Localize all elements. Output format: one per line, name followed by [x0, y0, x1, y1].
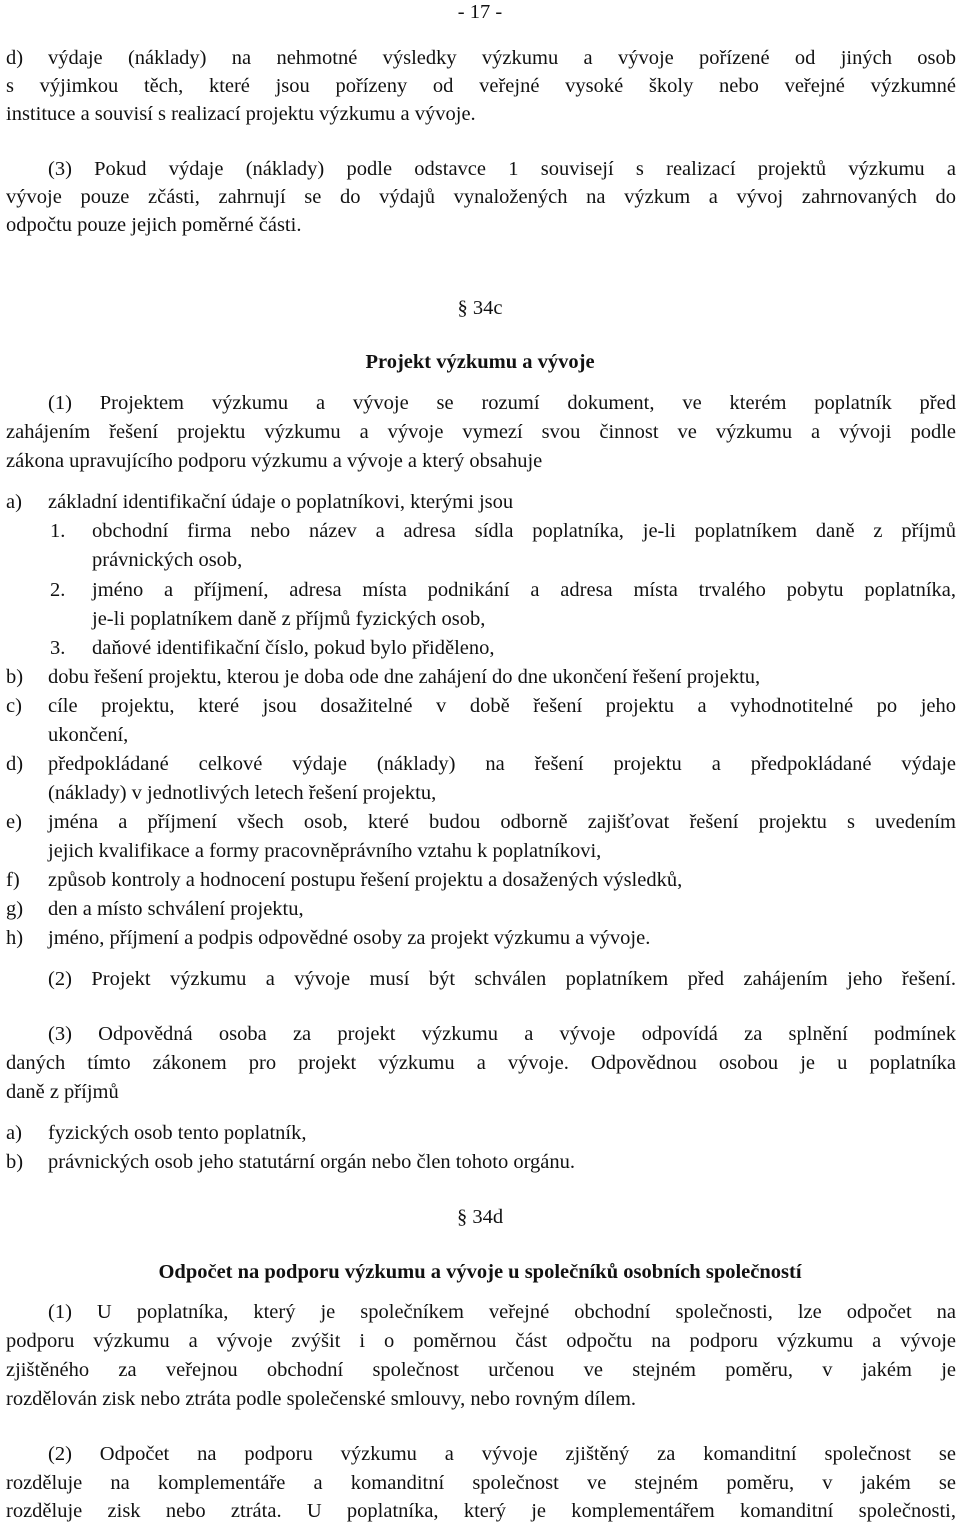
text-line: s výjimkou těch, které jsou pořízeny od veřejné vysoké školy nebo veřejné výzkumné	[6, 75, 956, 97]
list-item: daňové identifikační číslo, pokud bylo přiděleno,	[92, 637, 495, 659]
section-title: Projekt výzkumu a vývoje	[365, 351, 595, 373]
list-marker: f)	[6, 869, 20, 891]
paragraph-line: (3) Odpovědná osoba za projekt výzkumu a vývoje odpovídá za splnění podmínek	[48, 1023, 956, 1045]
list-marker: b)	[6, 666, 24, 688]
list-item: dobu řešení projektu, kterou je doba ode dne zahájení do dne ukončení řešení projektu,	[48, 666, 761, 688]
section-number: § 34c	[457, 297, 503, 319]
paragraph-line: daně z příjmů	[6, 1081, 119, 1103]
paragraph-line: podporu výzkumu a vývoje zvýšit i o poměrnou část odpočtu na podporu výzkumu a vývoje	[6, 1330, 956, 1352]
page-number: - 17 -	[457, 1, 503, 23]
list-marker: b)	[6, 1151, 24, 1173]
paragraph-line: (3) Pokud výdaje (náklady) podle odstavce 1 souvisejí s realizací projektů výzkumu a	[48, 158, 956, 180]
list-item: způsob kontroly a hodnocení postupu řešení projektu a dosažených výsledků,	[48, 869, 683, 891]
text-line: výdaje (náklady) na nehmotné výsledky výzkumu a vývoje pořízené od jiných osob	[48, 47, 956, 69]
list-item: (náklady) v jednotlivých letech řešení projektu,	[48, 782, 437, 804]
paragraph-line: (1) Projektem výzkumu a vývoje se rozumí dokument, ve kterém poplatník před	[48, 392, 956, 414]
paragraph-line: odpočtu pouze jejich poměrné části.	[6, 214, 302, 236]
list-marker: 1.	[50, 520, 66, 542]
list-marker: 3.	[50, 637, 66, 659]
list-item: obchodní firma nebo název a adresa sídla poplatníka, je-li poplatníkem daně z příjmů	[92, 520, 956, 542]
paragraph-line: (2) Projekt výzkumu a vývoje musí být schválen poplatníkem před zahájením jeho řešení.	[48, 968, 956, 990]
list-marker: c)	[6, 695, 22, 717]
list-marker: a)	[6, 1122, 22, 1144]
paragraph-line: daných tímto zákonem pro projekt výzkumu a vývoje. Odpovědnou osobou je u poplatníka	[6, 1052, 956, 1074]
section-title: Odpočet na podporu výzkumu a vývoje u společníků osobních společností	[158, 1261, 802, 1283]
paragraph-line: zákona upravujícího podporu výzkumu a vývoje a který obsahuje	[6, 450, 543, 472]
paragraph-line: (2) Odpočet na podporu výzkumu a vývoje zjištěný za komanditní společnost se	[48, 1443, 956, 1465]
paragraph-line: rozdělován zisk nebo ztráta podle společenské smlouvy, nebo rovným dílem.	[6, 1388, 637, 1410]
list-marker: g)	[6, 898, 24, 920]
paragraph-line: zahájením řešení projektu výzkumu a vývoje vymezí svou činnost ve výzkumu a vývoji podle	[6, 421, 956, 443]
list-item: den a místo schválení projektu,	[48, 898, 304, 920]
list-item: předpokládané celkové výdaje (náklady) na řešení projektu a předpokládané výdaje	[48, 753, 956, 775]
list-marker: e)	[6, 811, 22, 833]
list-marker: a)	[6, 491, 22, 513]
paragraph-line: zjištěného za veřejnou obchodní společnost určenou ve stejném poměru, v jakém je	[6, 1359, 956, 1381]
list-item: fyzických osob tento poplatník,	[48, 1122, 307, 1144]
list-item: ukončení,	[48, 724, 129, 746]
section-number: § 34d	[456, 1206, 504, 1228]
list-item: základní identifikační údaje o poplatníkovi, kterými jsou	[48, 491, 514, 513]
list-marker: h)	[6, 927, 24, 949]
list-item: jejich kvalifikace a formy pracovněprávního vztahu k poplatníkovi,	[48, 840, 602, 862]
list-marker: 2.	[50, 579, 66, 601]
list-item: právnických osob jeho statutární orgán nebo člen tohoto orgánu.	[48, 1151, 575, 1173]
list-item: jména a příjmení všech osob, které budou odborně zajišťovat řešení projektu s uvedením	[48, 811, 956, 833]
list-item: jméno, příjmení a podpis odpovědné osoby za projekt výzkumu a vývoje.	[48, 927, 651, 949]
paragraph-line: rozděluje zisk nebo ztráta. U poplatníka, který je komplementářem komanditní společnosti,	[6, 1500, 956, 1522]
list-item: právnických osob,	[92, 549, 243, 571]
text-line: instituce a souvisí s realizací projektu výzkumu a vývoje.	[6, 103, 476, 125]
paragraph-line: (1) U poplatníka, který je společníkem veřejné obchodní společnosti, lze odpočet na	[48, 1301, 956, 1323]
list-item: jméno a příjmení, adresa místa podnikání a adresa místa trvalého pobytu poplatníka,	[92, 579, 956, 601]
paragraph-line: vývoje pouze zčásti, zahrnují se do výdajů vynaložených na výzkum a vývoj zahrnovaných do	[6, 186, 956, 208]
list-marker: d)	[6, 753, 24, 775]
list-item: cíle projektu, které jsou dosažitelné v době řešení projektu a vyhodnotitelné po jeho	[48, 695, 956, 717]
list-item: je-li poplatníkem daně z příjmů fyzických osob,	[92, 608, 486, 630]
list-marker: d)	[6, 47, 24, 69]
paragraph-line: rozděluje na komplementáře a komanditní společnost ve stejném poměru, v jakém se	[6, 1472, 956, 1494]
